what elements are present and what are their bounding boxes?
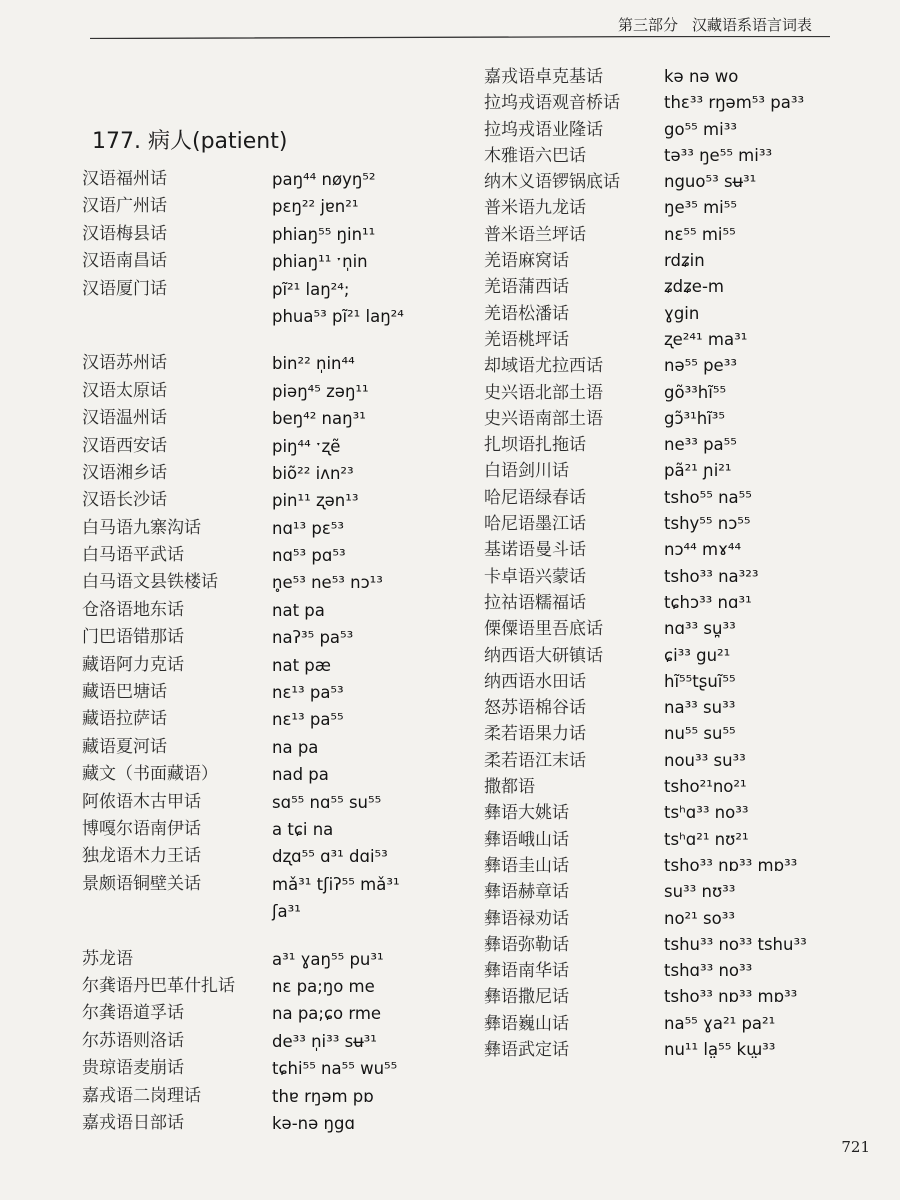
transcription: paŋ⁴⁴ nøyŋ⁵² [272,170,376,189]
transcription: phiaŋ¹¹ ˑn̩in [272,252,368,272]
transcription: tshu³³ no³³ tshu³³ [664,934,807,954]
language-name: 白马语九寨沟话 [82,517,201,538]
language-name: 汉语苏州话 [82,353,167,374]
left-column [82,166,462,1137]
transcription: thɐ rŋəm pɒ [272,1086,374,1106]
transcription: nɛ⁵⁵ mi⁵⁵ [664,224,736,244]
transcription: mǎ³¹ tʃiʔ⁵⁵ mǎ³¹ [272,874,400,894]
language-name: 汉语西安话 [82,435,167,456]
entry-row [484,380,844,406]
language-name: 尔龚语丹巴革什扎话 [82,975,235,996]
transcription: gɔ̃³¹hĩ³⁵ [664,408,726,428]
language-name: 傈僳语里吾底话 [484,619,603,640]
entry-row [484,906,844,932]
entry-row [82,898,462,925]
entry-row [82,276,462,303]
entry-row [484,511,844,537]
language-name: 汉语厦门话 [82,278,167,299]
transcription: naʔ³⁵ pa⁵³ [272,628,354,648]
transcription: phiaŋ⁵⁵ ŋin¹¹ [272,224,376,244]
transcription: nɔ⁴⁴ mɤ⁴⁴ [664,540,742,560]
entry-row [82,378,462,405]
language-name: 哈尼语绿春话 [484,487,586,508]
entry-row [82,761,462,788]
entry-number: 177. [92,129,141,154]
entry-title [92,124,287,155]
transcription: tsho³³ nɒ³³ mɒ³³ [664,987,798,1007]
transcription: ʐe²⁴¹ ma³¹ [664,329,748,349]
entry-row [82,706,462,733]
entry-row [484,1037,844,1063]
entry-row [82,1028,462,1055]
entry-row [484,616,844,642]
transcription: beŋ⁴² naŋ³¹ [272,409,366,429]
transcription: tə³³ ŋe⁵⁵ mi³³ [664,145,773,165]
transcription: a tɕi na [272,819,334,839]
entry-row [82,652,462,679]
language-name: 彝语撒尼话 [484,987,569,1008]
language-name: 纳西语大研镇话 [484,645,603,666]
language-name: 却域语尤拉西话 [484,356,603,377]
language-name: 扎坝语扎拖话 [484,435,586,456]
transcription: nou³³ su³³ [664,750,746,770]
entry-row [484,827,844,853]
entry-row [82,330,462,350]
language-name: 仓洛语地东话 [82,599,184,620]
transcription: nat pa [272,600,325,620]
language-name: 撒都语 [484,777,535,798]
entry-row [484,432,844,458]
entry-row [484,222,844,248]
entry-row [484,301,844,327]
transcription: phua⁵³ pĩ²¹ laŋ²⁴ [272,306,404,326]
entry-row [484,90,844,116]
transcription: nɛ pa;ŋo me [272,976,375,996]
language-name: 怒苏语棉谷话 [484,698,586,719]
language-name: 博嘎尔语南伊话 [82,818,201,839]
language-name: 尔苏语则洛话 [82,1030,184,1051]
transcription: sɑ⁵⁵ nɑ⁵⁵ su⁵⁵ [272,792,382,812]
transcription: nad pa [272,765,329,785]
language-name: 尔龚语道孚话 [82,1003,184,1024]
language-name: 白马语文县铁楼话 [82,572,218,593]
language-name: 汉语广州话 [82,196,167,217]
entry-row [484,748,844,774]
language-name: 白马语平武话 [82,545,184,566]
entry-row [82,843,462,870]
language-name: 藏语阿力克话 [82,654,184,675]
transcription: tɕhɔ³³ nɑ³¹ [664,592,752,612]
language-name: 汉语南昌话 [82,251,167,272]
entry-row [82,871,462,898]
transcription: kə-nə ŋgɑ [272,1113,355,1133]
transcription: ŋe³⁵ mi⁵⁵ [664,198,737,218]
transcription: tsho³³ nɒ³³ mɒ³³ [664,855,798,875]
language-name: 羌语麻窝话 [484,251,569,272]
entry-headword: 病人(patient) [147,129,288,154]
language-name: 汉语梅县话 [82,223,167,244]
page-number: 721 [841,1138,870,1156]
entry-row [484,879,844,905]
entry-row [82,487,462,514]
transcription: pin¹¹ ʐən¹³ [272,491,359,511]
language-name: 彝语弥勒话 [484,934,569,955]
entry-row [82,193,462,220]
language-name: 羌语桃坪话 [484,329,569,350]
transcription: tshy⁵⁵ nɔ⁵⁵ [664,514,751,534]
entry-row [82,433,462,460]
entry-row [82,789,462,816]
transcription: n̥e⁵³ ne⁵³ nɔ¹³ [272,573,383,593]
transcription: thɛ³³ rŋəm⁵³ pa³³ [664,93,805,113]
transcription: ne³³ pa⁵⁵ [664,435,737,455]
language-name: 拉坞戎语业隆话 [484,119,603,140]
entry-row [484,669,844,695]
transcription: nɑ¹³ pɛ⁵³ [272,518,345,538]
language-name: 卡卓语兴蒙话 [484,566,586,587]
transcription: tɕhi⁵⁵ na⁵⁵ wu⁵⁵ [272,1059,398,1079]
transcription: piəŋ⁴⁵ zəŋ¹¹ [272,381,369,401]
entry-row [484,143,844,169]
transcription: na³³ su³³ [664,698,736,718]
transcription: gõ³³hĩ⁵⁵ [664,382,727,402]
language-name: 基诺语曼斗话 [484,540,586,561]
language-name: 嘉戎语卓克基话 [484,67,603,87]
language-name: 独龙语木力王话 [82,846,201,867]
language-name: 阿侬语木古甲话 [82,791,201,812]
transcription: na pa;ɕo rme [272,1004,382,1024]
transcription: rdʑin [664,251,705,271]
language-name: 景颇语铜壁关话 [82,873,201,894]
entry-row [484,117,844,143]
entry-row [484,721,844,747]
language-name: 彝语赫章话 [484,882,569,903]
transcription: na⁵⁵ ɣa²¹ pa²¹ [664,1013,776,1033]
transcription: dʐɑ⁵⁵ ɑ³¹ dɑi⁵³ [272,847,388,867]
entry-row [82,569,462,596]
entry-row [82,221,462,248]
transcription: nguo⁵³ sʉ³¹ [664,172,757,192]
entry-row [82,405,462,432]
language-name: 彝语禄劝话 [484,908,569,929]
entry-row [82,926,462,946]
transcription: tsho³³ na³²³ [664,566,759,586]
entry-row [82,303,462,330]
entry-row [484,774,844,800]
entry-row [484,327,844,353]
language-name: 史兴语南部土语 [484,408,603,429]
language-name: 藏语夏河话 [82,736,167,757]
entry-row [484,984,844,1010]
entry-row [82,624,462,651]
entry-row [484,458,844,484]
entry-row [82,1110,462,1137]
entry-row [484,248,844,274]
language-name: 彝语圭山话 [484,855,569,876]
language-name: 贵琼语麦崩话 [82,1058,184,1079]
language-name: 普米语兰坪话 [484,224,586,245]
language-name: 藏文（书面藏语） [82,764,218,785]
language-name: 拉祜语糯福话 [484,592,586,613]
entry-row [82,1000,462,1027]
transcription: hĩ⁵⁵tʂuĩ⁵⁵ [664,671,736,691]
language-name: 柔若语果力话 [484,724,586,745]
language-name: 柔若语江末话 [484,750,586,771]
transcription: nɑ⁵³ pɑ⁵³ [272,546,346,566]
entry-row [82,166,462,193]
transcription: ɣgin [664,303,700,323]
language-name: 汉语温州话 [82,408,167,429]
entry-row [484,800,844,826]
entry-row [484,1011,844,1037]
language-name: 藏语巴塘话 [82,682,167,703]
header-rule [90,36,830,39]
entry-row [484,485,844,511]
entry-row [484,64,844,90]
language-name: 拉坞戎语观音桥话 [484,93,620,114]
entry-row [484,406,844,432]
transcription: piŋ⁴⁴ ˑʐẽ [272,436,341,456]
right-column [484,64,844,1063]
entry-row [82,816,462,843]
transcription: na pa [272,737,319,757]
running-header [618,14,812,35]
language-name: 彝语大姚话 [484,803,569,824]
transcription: ʑdʑe-m [664,277,724,297]
part-label: 第三部分 [617,16,678,34]
transcription: kə nə wo [664,67,739,86]
language-name: 彝语峨山话 [484,829,569,850]
entry-row [82,1083,462,1110]
transcription: tsho²¹no²¹ [664,777,747,797]
entry-row [484,564,844,590]
transcription: ɕi³³ gu²¹ [664,645,731,665]
entry-row [82,1055,462,1082]
language-name: 汉语福州话 [82,169,167,189]
entry-row [82,460,462,487]
entry-row [82,734,462,761]
language-name: 嘉戎语二岗理话 [82,1085,201,1106]
transcription: no²¹ so³³ [664,908,735,928]
language-name: 羌语松潘话 [484,303,569,324]
transcription: tsʰɑ³³ no³³ [664,803,749,823]
transcription: ʃa³¹ [272,902,301,922]
transcription: a³¹ ɣaŋ⁵⁵ pu³¹ [272,949,384,969]
transcription: nat pæ [272,655,331,675]
transcription: nu⁵⁵ su⁵⁵ [664,724,736,744]
language-name: 嘉戎语日部话 [82,1112,184,1133]
language-name: 哈尼语墨江话 [484,514,586,535]
language-name: 汉语太原话 [82,380,167,401]
entry-row [484,195,844,221]
language-name: 羌语蒲西话 [484,277,569,298]
transcription: biõ²² iʌn²³ [272,463,354,483]
transcription: nɛ¹³ pa⁵³ [272,683,344,703]
transcription: tsho⁵⁵ na⁵⁵ [664,487,752,507]
transcription: nu¹¹ la̤⁵⁵ kɯ̤³³ [664,1039,776,1059]
entry-row [484,353,844,379]
language-name: 门巴语错那话 [82,627,184,648]
section-label: 汉藏语系语言词表 [691,16,812,34]
entry-row [484,695,844,721]
entry-row [484,169,844,195]
language-name: 纳木义语锣锅底话 [484,172,620,193]
language-name: 彝语南华话 [484,961,569,982]
entry-row [484,590,844,616]
transcription: tsʰɑ²¹ nʊ²¹ [664,829,749,849]
language-name: 普米语九龙话 [484,198,586,219]
language-name: 史兴语北部土语 [484,382,603,403]
transcription: pɛŋ²² jɐn²¹ [272,197,359,217]
entry-row [82,515,462,542]
transcription: tshɑ³³ no³³ [664,961,753,981]
language-name: 彝语巍山话 [484,1013,569,1034]
transcription: nɑ³³ su̪³³ [664,619,736,639]
entry-row [484,537,844,563]
transcription: de³³ n̩i³³ sʉ³¹ [272,1031,377,1051]
transcription: bin²² n̩in⁴⁴ [272,354,355,374]
language-name: 白语剑川话 [484,461,569,482]
transcription: pĩ²¹ laŋ²⁴; [272,279,350,299]
entry-row [82,679,462,706]
language-name: 藏语拉萨话 [82,709,167,730]
entry-row [484,958,844,984]
entry-row [484,643,844,669]
language-name: 汉语长沙话 [82,490,167,511]
transcription: pã²¹ ɲi²¹ [664,461,732,481]
entry-row [82,542,462,569]
transcription: nə⁵⁵ pe³³ [664,356,737,376]
entry-row [82,597,462,624]
language-name: 纳西语水田话 [484,671,586,692]
language-name: 彝语武定话 [484,1039,569,1060]
entry-row [82,973,462,1000]
entry-row [82,946,462,973]
entry-row [484,274,844,300]
language-name: 汉语湘乡话 [82,462,167,483]
transcription: nɛ¹³ pa⁵⁵ [272,710,344,730]
entry-row [82,248,462,275]
language-name: 苏龙语 [82,948,133,969]
entry-row [484,853,844,879]
transcription: go⁵⁵ mi³³ [664,119,737,139]
entry-row [484,932,844,958]
entry-row [82,350,462,377]
transcription: su³³ nʊ³³ [664,882,736,902]
language-name: 木雅语六巴话 [484,145,586,166]
